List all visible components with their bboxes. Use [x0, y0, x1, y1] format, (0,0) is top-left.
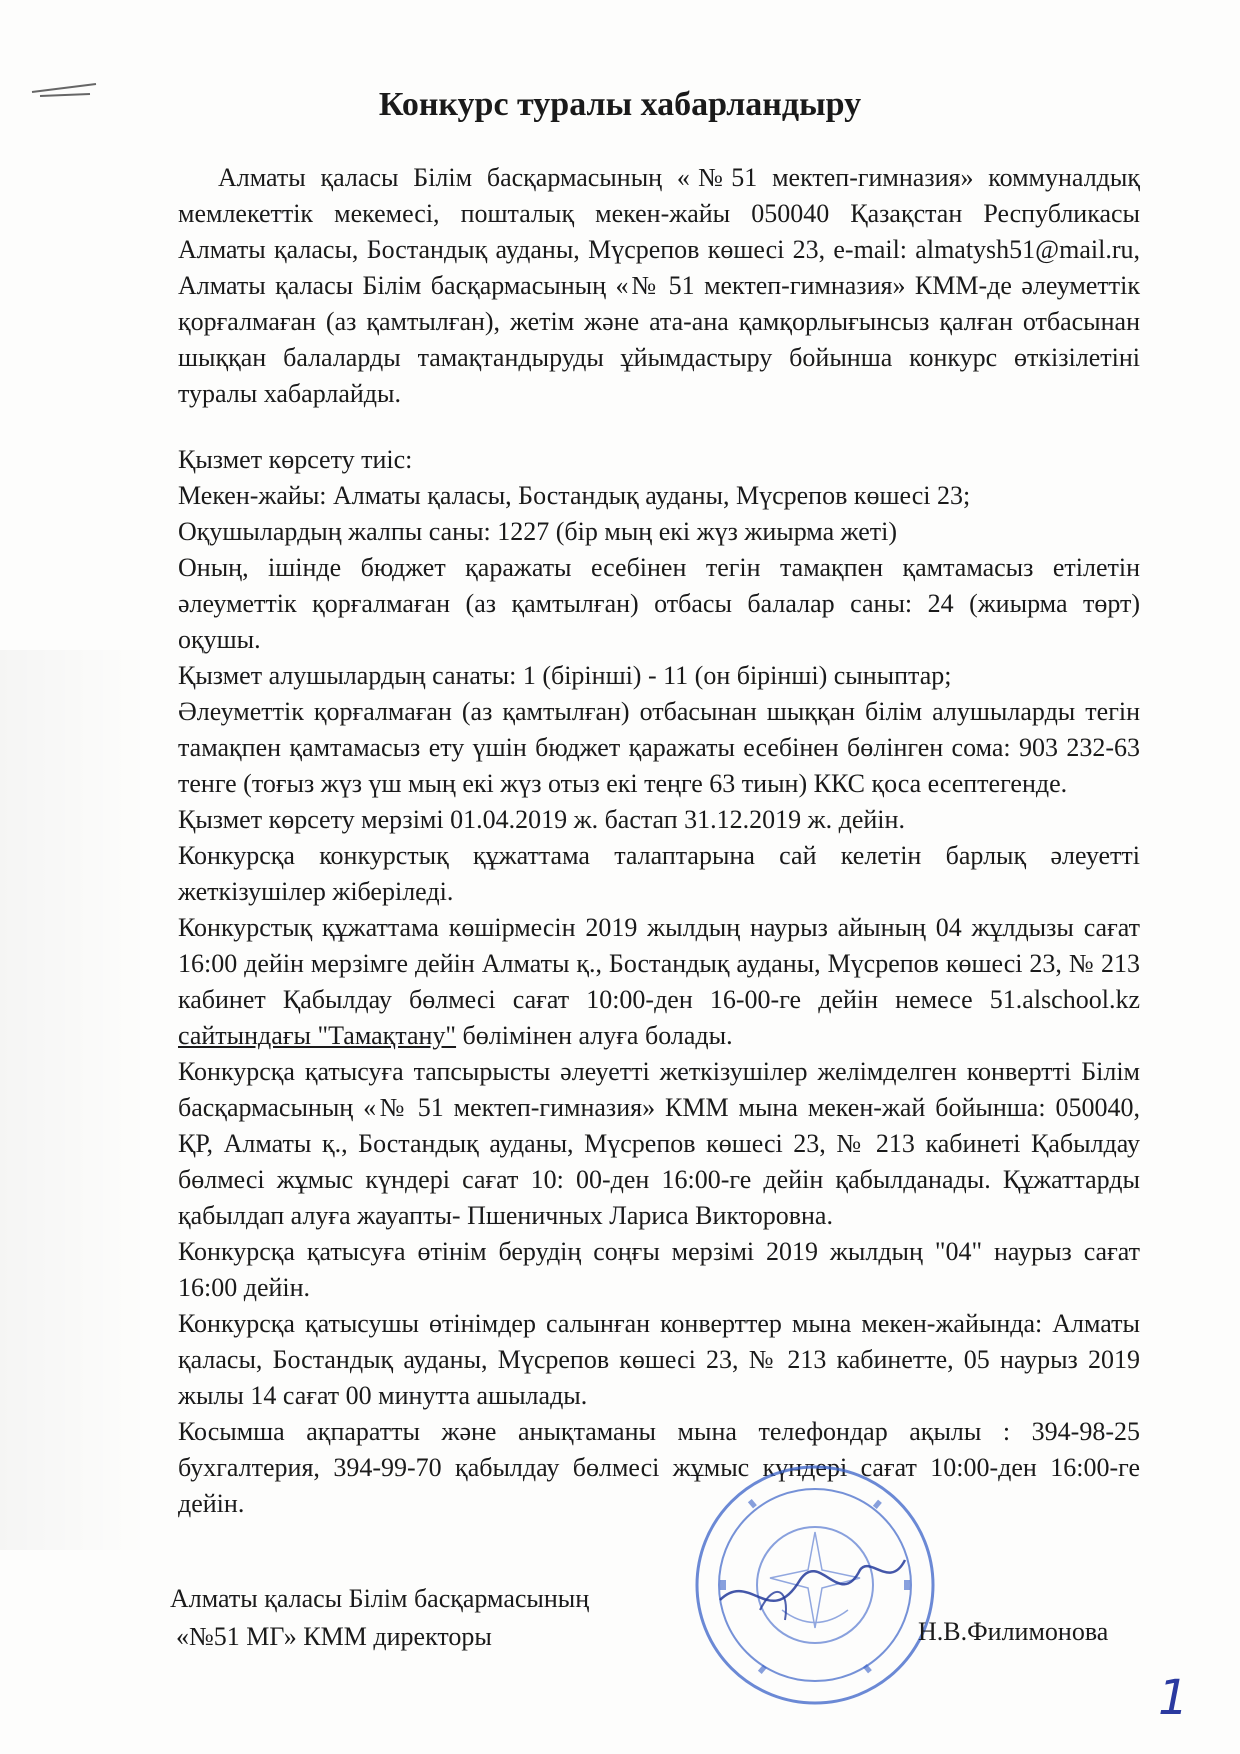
document-body — [178, 160, 1140, 1522]
paragraph: Қызмет көрсету тиіс: — [178, 445, 413, 474]
paper-shadow — [0, 650, 150, 1550]
paragraph: Конкурсқа қатысушы өтінімдер салынған конверттер мына мекен-жайында: Алматы қаласы, Бостандық ауданы, Мүсрепов көшесі 23, № 213 кабинетте, 05 наурыз 2019 жылы 14 сағат 00 минутта ашылады. — [178, 1309, 1140, 1410]
paragraph: Конкурсқа қатысуға тапсырысты әлеуетті жеткізушілер желімделген конвертті Білім басқармасының «№ 51 мектеп-гимназия» КММ мына мекен-жай бойынша: 050040, ҚР, Алматы қ., Бостандық ауданы, Мүсрепов көшесі 23, № 213 кабинеті Қабылдау бөлмесі жұмыс күндері сағат 10: 00-ден 16:00-ге дейін қабылданады. Құжаттарды қабылдап алуға жауапты- Пшеничных Лариса Викторовна. — [178, 1057, 1140, 1230]
signature-org: Алматы қаласы Білім басқармасының — [170, 1584, 590, 1613]
paragraph: Оқушылардың жалпы саны: 1227 (бір мың екі жүз жиырма жеті) — [178, 517, 898, 546]
official-stamp-icon — [690, 1460, 940, 1710]
paragraph: Әлеуметтік қорғалмаған (аз қамтылған) отбасынан шыққан білім алушыларды тегін тамақпен қамтамасыз ету үшін бюджет қаражаты есебінен бөлінген сома: 903 232-63 тенге (тоғыз жүз үш мың екі жүз отыз екі теңге 63 тиын) ККС қоса есептегенде. — [178, 697, 1140, 798]
signature-position: «№51 МГ» КММ директоры — [176, 1622, 492, 1651]
signature-block — [170, 1580, 589, 1656]
paragraph: Оның, ішінде бюджет қаражаты есебінен тегін тамақпен қамтамасыз етілетін әлеуметтік қорғалмаған (аз қамтылған) отбасы балалар саны: 24 (жиырма төрт) оқушы. — [178, 553, 1140, 654]
documentation-paragraph — [178, 910, 1140, 1054]
page-number: 1 — [1158, 1670, 1189, 1726]
signatory-name: Н.В.Филимонова — [918, 1617, 1109, 1646]
paragraph: Қызмет көрсету мерзімі 01.04.2019 ж. бастап 31.12.2019 ж. дейін. — [178, 805, 905, 834]
document-title: Конкурс туралы хабарландыру — [378, 86, 862, 123]
paragraph: Конкурсқа қатысуға өтінім берудің соңғы мерзімі 2019 жылдың "04" наурыз сағат 16:00 дейін. — [178, 1237, 1140, 1302]
paragraph: Қызмет алушылардың санаты: 1 (бірінші) - 11 (он бірінші) сыныптар; — [178, 661, 952, 690]
paragraph: Мекен-жайы: Алматы қаласы, Бостандық ауданы, Мүсрепов көшесі 23; — [178, 481, 971, 510]
documentation-text-end: бөлімінен алуға болады. — [456, 1021, 733, 1050]
documentation-text: Конкурстық құжаттама көшірмесін 2019 жылдың наурыз айының 04 жұлдызы сағат 16:00 дейін мерзімге дейін Алматы қ., Бостандық ауданы, Мүсрепов көшесі 23, № 213 кабинет Қабылдау бөлмесі сағат 10:00-ден 16-00-ге дейін немесе 51.alschool.kz — [178, 913, 1140, 1014]
website-section-link[interactable]: сайтындағы "Тамақтану" — [178, 1021, 457, 1050]
intro-paragraph: Алматы қаласы Білім басқармасының «№51 мектеп-гимназия» коммуналдық мемлекеттік мекемесі, пошталық мекен-жайы 050040 Қазақстан Республикасы Алматы қаласы, Бостандық ауданы, Мүсрепов көшесі 23, e-mail: almatysh51@mail.ru, Алматы қаласы Білім басқармасының «№ 51 мектеп-гимназия» КММ-де әлеуметтік қорғалмаған (аз қамтылған), жетім және ата-ана қамқорлығынсыз қалған отбасынан шыққан балаларды тамақтандыруды ұйымдастыру бойынша конкурс өткізілетіні туралы хабарлайды. — [178, 163, 1140, 408]
paragraph: Конкурсқа конкурстық құжаттама талаптарына сай келетін барлық әлеуетті жеткізушілер жіберіледі. — [178, 841, 1140, 906]
paragraph: Косымша ақпаратты және анықтаманы мына телефондар ақылы : 394-98-25 бухгалтерия, 394-99-70 қабылдау бөлмесі жұмыс күндері сағат 10:00-ден 16:00-ге дейін. — [178, 1417, 1140, 1518]
